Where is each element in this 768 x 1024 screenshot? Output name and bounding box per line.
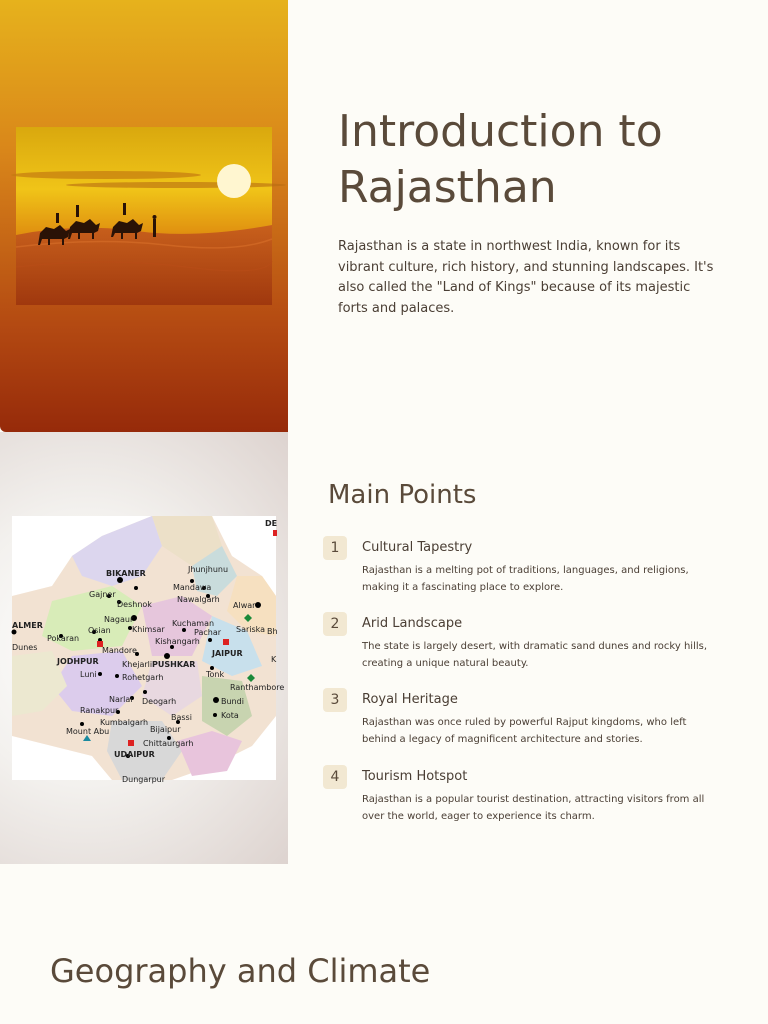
geography-title: Geography and Climate xyxy=(50,952,431,990)
point-description: Rajasthan is a popular tourist destination, attracting visitors from all over the world, eager to experience its charm. xyxy=(362,794,705,822)
point-title: Arid Landscape xyxy=(362,616,463,631)
map-label-udaipur: UDAIPUR xyxy=(114,750,155,759)
rajasthan-map xyxy=(12,516,285,784)
map-label-bh: Bh xyxy=(267,627,278,636)
point-description: Rajasthan is a melting pot of traditions, languages, and religions, making it a fascinating place to explore. xyxy=(362,565,689,593)
point-number: 3 xyxy=(323,688,347,712)
map-label-jaisalmer: ALMER xyxy=(12,621,43,630)
main-points-title: Main Points xyxy=(328,480,477,510)
map-label-pushkar: PUSHKAR xyxy=(152,660,196,669)
map-label-kumbalgarh: Kumbalgarh xyxy=(100,718,149,727)
map-panel xyxy=(0,432,288,864)
map-label-kuchaman: Kuchaman xyxy=(172,619,215,628)
map-label-jaipur: JAIPUR xyxy=(212,649,243,658)
point-number: 1 xyxy=(323,536,347,560)
sunset-panel xyxy=(0,0,288,432)
map-label-mandawa: Mandawa xyxy=(173,583,212,592)
map-label-mandore: Mandore xyxy=(102,646,137,655)
map-label-kota: Kota xyxy=(221,711,239,720)
map-label-pachar: Pachar xyxy=(194,628,222,637)
map-label-pokaran: Pokaran xyxy=(47,634,80,643)
point-number: 2 xyxy=(323,612,347,636)
map-label-delhi: DE xyxy=(265,519,278,528)
map-label-mount-abu: Mount Abu xyxy=(66,727,110,736)
map-label-khejarli: Khejarli xyxy=(122,660,153,669)
point-description: Rajasthan was once ruled by powerful Rajput kingdoms, who left behind a legacy of magnificent architecture and stories. xyxy=(362,717,687,745)
map-label-rohetgarh: Rohetgarh xyxy=(122,673,164,682)
map-label-osian: Osian xyxy=(88,626,111,635)
page-title: Introduction to Rajasthan xyxy=(338,106,663,213)
rajasthan-map-image xyxy=(12,516,285,784)
intro-section xyxy=(0,0,768,432)
map-label-dunes: Dunes xyxy=(12,643,38,652)
point-title: Royal Heritage xyxy=(362,692,458,707)
map-label-deogarh: Deogarh xyxy=(142,697,177,706)
point-title: Cultural Tapestry xyxy=(362,540,473,555)
map-label-dungarpur: Dungarpur xyxy=(122,775,166,784)
map-label-deshnok: Deshnok xyxy=(117,600,152,609)
map-label-gajner: Gajner xyxy=(89,590,116,599)
map-label-alwar: Alwar xyxy=(233,601,256,610)
desert-camel-photo xyxy=(16,127,272,305)
map-label-ranthambore: Ranthambore xyxy=(230,683,285,692)
map-label-jodhpur: JODHPUR xyxy=(57,657,99,666)
map-label-k: K xyxy=(271,655,277,664)
intro-paragraph: Rajasthan is a state in northwest India, known for its vibrant culture, rich history, and stunning landscapes. It's also called the "Land of Kings" because of its majestic forts and palaces. xyxy=(338,239,714,316)
point-description: The state is largely desert, with dramatic sand dunes and rocky hills, creating a unique natural beauty. xyxy=(362,641,708,669)
map-label-bijaipur: Bijaipur xyxy=(150,725,181,734)
point-title: Tourism Hotspot xyxy=(362,769,468,784)
map-label-nawalgarh: Nawalgarh xyxy=(177,595,220,604)
point-number: 4 xyxy=(323,765,347,789)
map-label-ranakpur: Ranakpur xyxy=(80,706,119,715)
map-label-bikaner: BIKANER xyxy=(106,569,146,578)
map-label-jhunjhunu: Jhunjhunu xyxy=(188,565,229,574)
map-label-kishangarh: Kishangarh xyxy=(155,637,200,646)
desert-sunset-image xyxy=(16,127,272,305)
map-label-sariska: Sariska xyxy=(236,625,266,634)
map-label-khimsar: Khimsar xyxy=(132,625,165,634)
main-points-section xyxy=(0,432,768,864)
map-label-narlai: Narlai xyxy=(109,695,133,704)
map-label-luni: Luni xyxy=(80,670,97,679)
map-label-bundi: Bundi xyxy=(221,697,244,706)
map-label-bassi: Bassi xyxy=(171,713,192,722)
map-label-nagaur: Nagaur xyxy=(104,615,134,624)
map-label-chittaurgarh: Chittaurgarh xyxy=(143,739,194,748)
map-label-tonk: Tonk xyxy=(206,670,225,679)
